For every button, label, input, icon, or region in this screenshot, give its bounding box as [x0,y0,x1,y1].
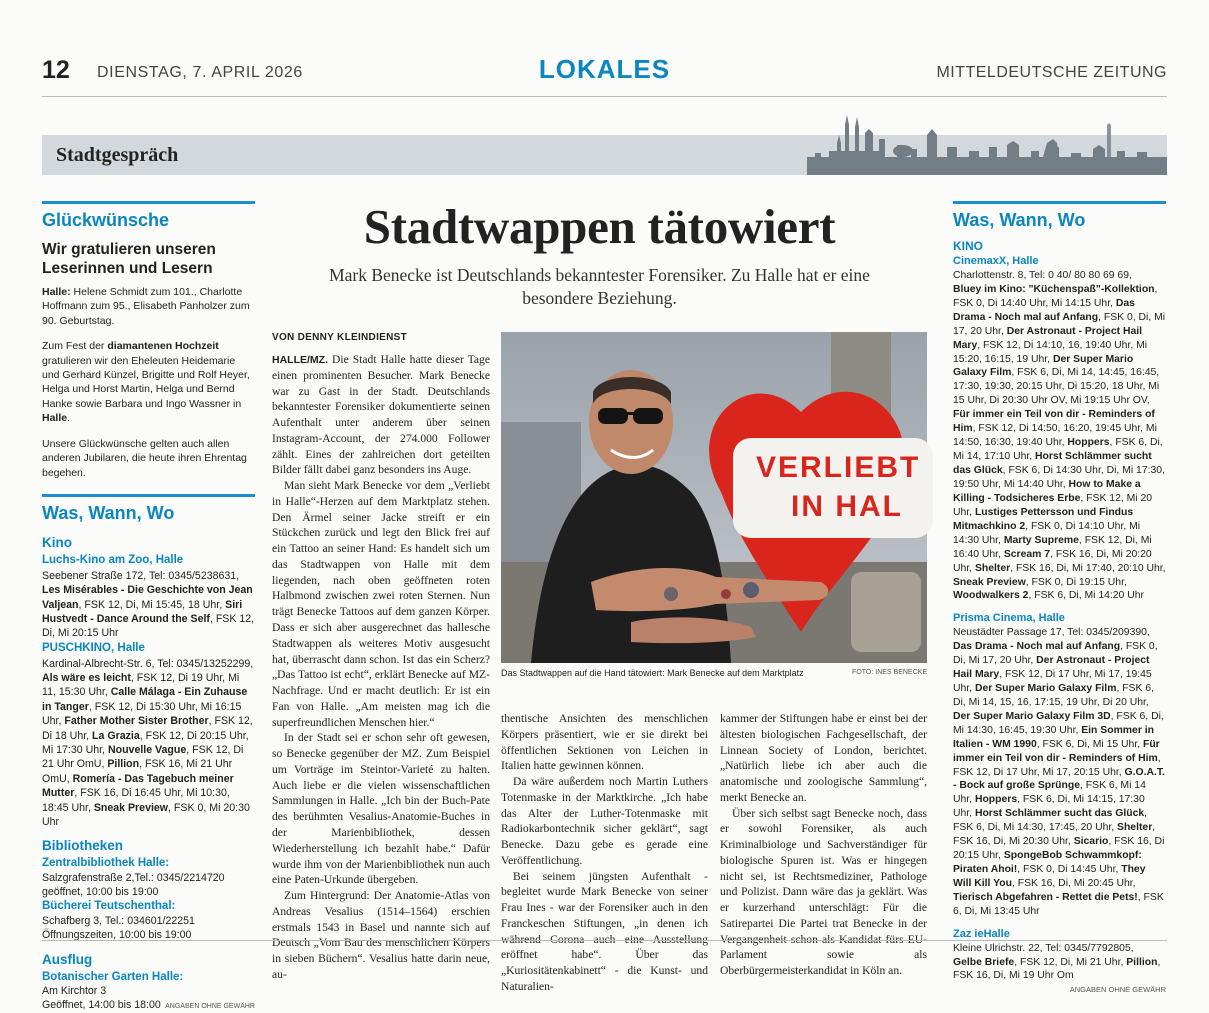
rubric-title: Stadtgespräch [56,144,179,166]
right-column [953,201,1166,995]
anniversary-paragraph [42,339,255,426]
film-times: , FSK 0, Mi 20:30 Uhr [42,801,250,829]
film-title: Calle Málaga - Ein Zuhause in Tanger [42,686,248,713]
film-title: Der Astronaut - Project Hail Mary [953,325,1143,351]
film-times: , FSK 6, Di, Mi 14, 14:45, 16:45, 17:30, 19:30, 20:15 Uhr, Di 15:20, 18 Uhr, Mi 15 Uhr, Di 20:30 Uhr OV, Mi 19:15 Uhr OV, [953,367,1160,407]
listing-luchs-kino [42,569,255,641]
botanical-garden-info [42,985,255,1013]
film-times: , FSK 6, Di, Mi 14:20 Uhr [1028,590,1144,602]
film-times: , FSK 6, Mi 14 Uhr, [953,780,1146,806]
rubric-band [42,135,1167,175]
film-title: La Grazia [92,729,140,742]
venue-address: Kardinal-Albrecht-Str. 6, Tel: 0345/13252299, [42,657,254,670]
anniversary-city: Halle [42,412,68,425]
disclaimer-note: ANGABEN OHNE GEWÄHR [1069,985,1166,995]
film-title: Gelbe Briefe [953,956,1015,968]
venue-address: Kleine Ulrichstr. 22, Tel: 0345/7792805, [953,942,1134,954]
film-title: Das Drama - Noch mal auf Anfang [953,297,1135,323]
film-times: , FSK 6, Di 14:30 Uhr, Di, Mi 17:30, 19:50 Uhr, Mi 14:40 Uhr, [953,465,1165,490]
film-times: , FSK 12, Di 21 Uhr OmU, [42,744,244,771]
film-times: , FSK 12, Di 15:30 Uhr, Mi 16:15 Uhr, [42,700,242,728]
birthday-paragraph [42,285,255,328]
congratulations-section [42,201,255,233]
article-photo [501,332,927,663]
listing-zazie [953,942,1166,984]
page-number: 12 [42,56,70,84]
article-paragraph: thentische Ansichten des menschlichen Körpers präsentiert, wie er sie direkt bei öffentlichen Sektionen von Leichen in Italien hatte gewinnen können. [501,712,708,773]
congratulations-heading: Glückwünsche [42,210,170,230]
film-times: , FSK 12, Mi 20 Uhr, [953,492,1153,518]
congratulations-subheading: Wir gratulieren unseren Leserinnen und Lesern [42,240,216,278]
venue-prisma-cinema: Prisma Cinema, Halle [953,612,1065,625]
article-column-3 [720,711,927,978]
listing-cinemaxx [953,269,1166,604]
main-article [272,192,927,994]
events-heading: Was, Wann, Wo [42,503,175,524]
film-times: , FSK 16, Di 20:15 Uhr, [953,836,1165,862]
halle-skyline-illustration [807,95,1167,175]
anniversary-highlight: diamantenen Hochzeit [107,340,219,353]
film-title: How to Make a Killing - Todsicheres Erbe [953,478,1141,504]
botanical-garden: Botanischer Garten Halle: [42,970,184,983]
article-paragraph [272,352,490,478]
cinema-subheading: Kino [42,535,72,551]
film-times: , FSK 6, Di, Mi 14:30, 16:45, 19:30 Uhr, [953,710,1164,736]
venue-puschkino: PUSCHKINO, Halle [42,641,145,654]
film-title: Der Super Mario Galaxy Film [974,682,1117,694]
birthday-text: Helene Schmidt zum 101., Charlotte Hoffmann zum 95., Elisabeth Panholzer zum 90. Geburtstag. [42,285,250,327]
article-paragraph: Über sich selbst sagt Benecke noch, dass er sowohl Forensiker, als auch Kriminalbiologe und Sachverständiger für biologische Spuren ist. Was er hingegen nicht sei, ist Rechtsmediziner, Pathologe und Polizist. Dann wäre das ja geklärt. Was er kurzerhand unterschlägt: Für die Satirepartei Die Partei trat Benecke in der Vergangenheit schon als Kandidat fürs EU-Parlament sowie als Oberbürgermeisterkandidat in Köln an. [720,806,927,978]
article-column-1 [272,352,490,981]
film-times: , FSK 0, Di 14:40 Uhr, Mi 14:15 Uhr, [953,283,1158,309]
film-title: Der Super Mario Galaxy Film [953,353,1134,379]
article-byline: VON DENNY KLEINDIENST [272,332,408,343]
film-title: Für immer ein Teil von dir - Reminders of Him [953,409,1155,435]
film-title: Father Mother Sister Brother [64,715,209,728]
film-times: , FSK 0, Di 19:15 Uhr, [1025,576,1127,588]
film-title: Lustiges Pettersson und Findus Mitmachkino 2 [953,506,1134,532]
excursion-subheading: Ausflug [42,951,93,967]
article-paragraph: Zum Hintergrund: Der Anatomie-Atlas von Andreas Vesalius (1514–1564) erschien erstmals 1543 in Basel und nannte sich auf Deutsch „Vom Bau des menschlichen Körpers in sieben Büchern“. Vesalius hatte darin neue, au- [272,889,490,981]
film-title: Shelter [974,562,1011,574]
film-title: Hoppers [974,794,1018,806]
jubilee-paragraph: Unsere Glückwünsche gelten auch allen anderen Jubilaren, die heute ihren Ehrentag begehen. [42,437,247,479]
film-times: , FSK 16, Mi 21 Uhr OmU, [42,758,233,785]
library-central-info [42,872,255,900]
film-times: , FSK 0, Di 14:45 Uhr, [1017,864,1122,876]
paragraph-text: Die Stadt Halle hatte dieser Tage einen prominenten Besucher. Mark Benecke war zu Gast in der Stadt. Deutschlands bekanntester Forensiker dokumentierte seinen Aufenthalt unter anderem über seinen Instagram-Account, der 274.000 Follower zählt. Eines der zahlreichen dort geteilten Bilder fällt dabei ganz besonders ins Auge. [272,353,490,477]
film-title: Shelter [1117,822,1153,834]
venue-cinemaxx: CinemaxX, Halle [953,255,1039,268]
film-title: Tierisch Abgefahren - Rettet die Pets! [953,891,1138,903]
film-title: Scream 7 [1003,548,1051,560]
film-times: , FSK 12, Di 19 Uhr, Mi 11, 15:30 Uhr, [42,672,240,699]
section-title: LOKALES [538,54,671,84]
film-title: Sneak Preview [953,576,1026,588]
photo-credit: FOTO: INES BENECKE [852,669,927,676]
caption-text: Das Stadtwappen auf die Hand tätowiert: Mark Benecke auf dem Marktplatz [501,668,804,678]
film-times: , FSK 6, Di, Mi 14, 15, 16, 17:15, 19 Uhr, Di 20 Uhr, [953,682,1154,708]
issue-date: DIENSTAG, 7. APRIL 2026 [97,64,303,81]
film-title: Siri Hustvedt - Dance Around the Self [42,598,243,625]
film-title: Das Drama - Noch mal auf Anfang [953,641,1121,653]
anniversary-text-c: . [67,412,71,425]
listing-prisma-cinema [953,626,1166,919]
article-column-2 [501,711,708,994]
film-title: Bluey im Kino: "Küchenspaß"-Kollektion [953,283,1155,295]
events-heading: Was, Wann, Wo [953,210,1086,230]
film-times: , FSK 12, Di 14:50, 16:20, 19:45 Uhr, Mi 14:50, 16:30, 19:40 Uhr, [953,423,1157,449]
film-times: , FSK 12, Di, Mi 15:45, 18 Uhr, [78,598,226,611]
film-title: Sneak Preview [93,801,169,814]
film-title: Ein Sommer in Italien - WM 1990 [953,724,1154,750]
film-title: Horst Schlämmer sucht das Glück [974,808,1145,820]
film-title: SpongeBob Schwammkopf: Piraten Ahoi! [953,850,1142,876]
page-header [42,50,1167,90]
film-title: Woodwalkers 2 [953,590,1029,602]
library-hours: Öffnungszeiten, 10:00 bis 19:00 [42,929,192,942]
film-times: , FSK 12, Di, Mi 21 Uhr, [1014,956,1127,968]
film-times: , FSK 0, Di 14:10 Uhr, Mi 14:30 Uhr, [953,520,1141,546]
article-paragraph: In der Stadt sei er schon sehr oft gewesen, so Benecke gegenüber der MZ. Zum Beispiel um Vorträge im Steintor-Varieté zu halten. Auch liebe er die vielen wissenschaftlichen Sammlungen in Halle. „Ich bin der Buch-Pate des berühmten Vesalius-Anatomie-Buches in der Marienbibliothek, dessen Wiederherstellung ich bezahlt habe.“ Dafür wurde ihm von der Marienbibliothek nun auch eine Paten-Urkunde übergeben. [272,731,490,887]
film-times: , FSK 16, Di, Mi 19 Uhr Om [953,956,1161,982]
film-title: Hoppers [1067,437,1110,449]
film-times: , FSK 6, Di, Mi 14, 17:10 Uhr, [953,437,1163,463]
garden-address: Am Kirchtor 3 [42,985,107,998]
libraries-subheading: Bibliotheken [42,838,124,854]
venue-address: Seebener Straße 172, Tel: 0345/5238631, [42,569,240,582]
sign-text-line-1: VERLIEBT [756,451,921,484]
film-title: Marty Supreme [1003,534,1079,546]
film-times: , FSK 16, Di, Mi 20:45 Uhr, [1011,878,1136,890]
film-times: , FSK 12, Di 14:10, 16, 19:40 Uhr, Mi 15:20, 16:15, 19 Uhr, [953,339,1148,365]
film-title: Horst Schlämmer sucht das Glück [953,451,1152,477]
birthday-label: Halle: [42,285,71,298]
left-column [42,201,255,1013]
film-title: Der Astronaut - Project Hail Mary [953,655,1150,680]
article-paragraph: Man sieht Mark Benecke vor dem „Verliebt in Halle“-Herzen auf dem Marktplatz stehen. Den Ärmel seiner Jacke streift er ein Stückchen zurück und legt den Blick frei auf ein Tattoo an seiner Hand: Es handelt sich um das Stadtwappen von Halle mit dem liegenden, nach oben geöffneten roten Halbmond zwischen zwei roten Sternen. Nun trägt Benecke Tattoos auf dem ganzen Körper. Dass er sich aber ausgerechnet das hallesche Stadtwappen als weiteres Motiv ausgesucht hat, überrascht dann schon. Ist das ein Scherz? „Das Tattoo ist echt“, erklärt Benecke auf MZ-Nachfrage. Und er macht deutlich: Er ist ein Fan von Halle. „Am meisten mag ich die superfreundlichen Menschen hier.“ [272,479,490,729]
film-times: , FSK 12, Di 20:15 Uhr, Mi 17:30 Uhr, [42,729,249,757]
anniversary-text-b: gratulieren wir den Eheleuten Heidemarie und Gerhard Künzel, Brigitte und Rolf Heyer, Helga und Horst Martin, Helga und Bernd Hanke sowie Barbara und Ingo Wassner in [42,354,250,410]
events-section [953,201,1166,232]
film-title: They Will Kill You [953,864,1146,890]
film-times: , FSK 16, Di 16:45 Uhr, Mi 10:30, 18:45 Uhr, [42,787,230,814]
disclaimer-note: ANGABEN OHNE GEWÄHR [165,1002,255,1010]
footer-divider [42,940,1167,941]
film-times: , FSK 0, Di, Mi 17, 20 Uhr, [953,311,1166,337]
library-teutschenthal: Bücherei Teutschenthal: [42,900,176,913]
film-title: Pillion [107,758,140,771]
venue-address: Neustädter Passage 17, Tel: 0345/209390, [953,627,1150,639]
garden-hours: Geöffnet, 14:00 bis 18:00 [42,999,161,1012]
events-section [42,494,255,526]
library-address: Schafberg 3, Tel.: 034601/22251 [42,915,195,928]
film-times: , FSK 6, Di, Mi 14:30, 17:45, 20 Uhr, [953,808,1148,834]
film-times: , FSK 12, Di 17 Uhr, Mi 17, 20:15 Uhr, [953,752,1161,778]
article-paragraph: kammer der Stiftungen habe er einst bei der ältesten biologischen Fachgesellschaft, der Linnean Society of London, berichtet. „Natürlich liebe ich aber auch die anatomische und zoologische Sammlung“, merkt Benecke an. [720,712,927,804]
film-title: G.O.A.T. - Bock auf große Sprünge [953,766,1165,792]
film-title: Romería - Das Tagebuch meiner Mutter [42,772,234,800]
film-times: , FSK 12, Di, Mi 20:15 Uhr [42,612,255,640]
film-times: , FSK 12, Di 18 Uhr, [42,715,253,742]
article-paragraph: Bei seinem jüngsten Aufenthalt - begleitet wurde Mark Benecke von seiner Frau Ines - war der Forensiker auch in den Franckeschen Stiftungen, „in denen ich während Corona auch eine Ausstellung eröffnet habe“. Über das „Kuriositätenkabinett“ - die Kunst- und Naturalien- [501,869,708,994]
film-title: Der Super Mario Galaxy Film 3D [953,710,1111,722]
listing-puschkino [42,657,255,830]
film-times: , FSK 12, Di 17 Uhr, Mi 17, 19:45 Uhr, [953,668,1152,694]
cinema-subheading: KINO [953,239,983,254]
newspaper-name: MITTELDEUTSCHE ZEITUNG [936,64,1167,81]
film-title: Als wäre es leicht [42,672,131,684]
venue-address: Charlottenstr. 8, Tel: 0 40/ 80 80 69 69, [953,269,1132,281]
venue-luchs-kino: Luchs-Kino am Zoo, Halle [42,553,184,566]
library-address: Salzgrafenstraße 2,Tel.: 0345/2214720 [42,871,225,884]
photo-illustration [501,332,927,663]
venue-zazie: Zaz ieHalle [953,927,1010,940]
film-times: , FSK 6, Di, Mi 13:45 Uhr [953,891,1164,917]
sign-text-line-2: IN HAL [791,490,903,523]
film-title: Nouvelle Vague [107,744,187,757]
film-title: Les Misérables - Die Geschichte von Jean Valjean [42,584,253,611]
film-times: , FSK 16, Di, Mi 17:40, 20:10 Uhr, [1010,562,1166,574]
film-times: , FSK 6, Di, Mi 14:15, 17:30 Uhr, [953,794,1145,820]
film-title: Pillion [1126,956,1158,968]
film-title: Für immer ein Teil von dir - Reminders of Him [953,738,1160,764]
film-times: , FSK 6, Di, Mi 15 Uhr, [1036,738,1143,750]
film-times: , FSK 12, Di, Mi 16:40 Uhr, [953,534,1152,560]
library-hours: geöffnet, 10:00 bis 19:00 [42,885,159,898]
dateline: HALLE/MZ. [272,354,328,366]
film-times: , FSK 16, Di, Mi 20:20 Uhr, [953,548,1152,574]
film-times: , FSK 0, Di, Mi 17, 20 Uhr, [953,641,1158,667]
film-times: , FSK 16, Di, Mi 20:30 Uhr, [953,822,1156,848]
anniversary-text-a: Zum Fest der [42,340,108,353]
article-headline: Stadtwappen tätowiert [363,199,836,254]
library-central: Zentralbibliothek Halle: [42,857,170,870]
film-title: Sicario [1073,836,1109,848]
library-teutschenthal-info [42,915,255,943]
article-paragraph: Da wäre außerdem noch Martin Luthers Totenmaske in der Marktkirche. „Ich habe das Alter der Luther-Totenmaske mit Radiokarbontechnik sicher geklärt“, sagt Benecke. Dazu gebe es gerade eine Veröffentlichung. [501,775,708,867]
photo-caption [501,668,927,678]
article-lead: Mark Benecke ist Deutschlands bekanntester Forensiker. Zu Halle hat er eine besondere Beziehung. [329,265,870,309]
